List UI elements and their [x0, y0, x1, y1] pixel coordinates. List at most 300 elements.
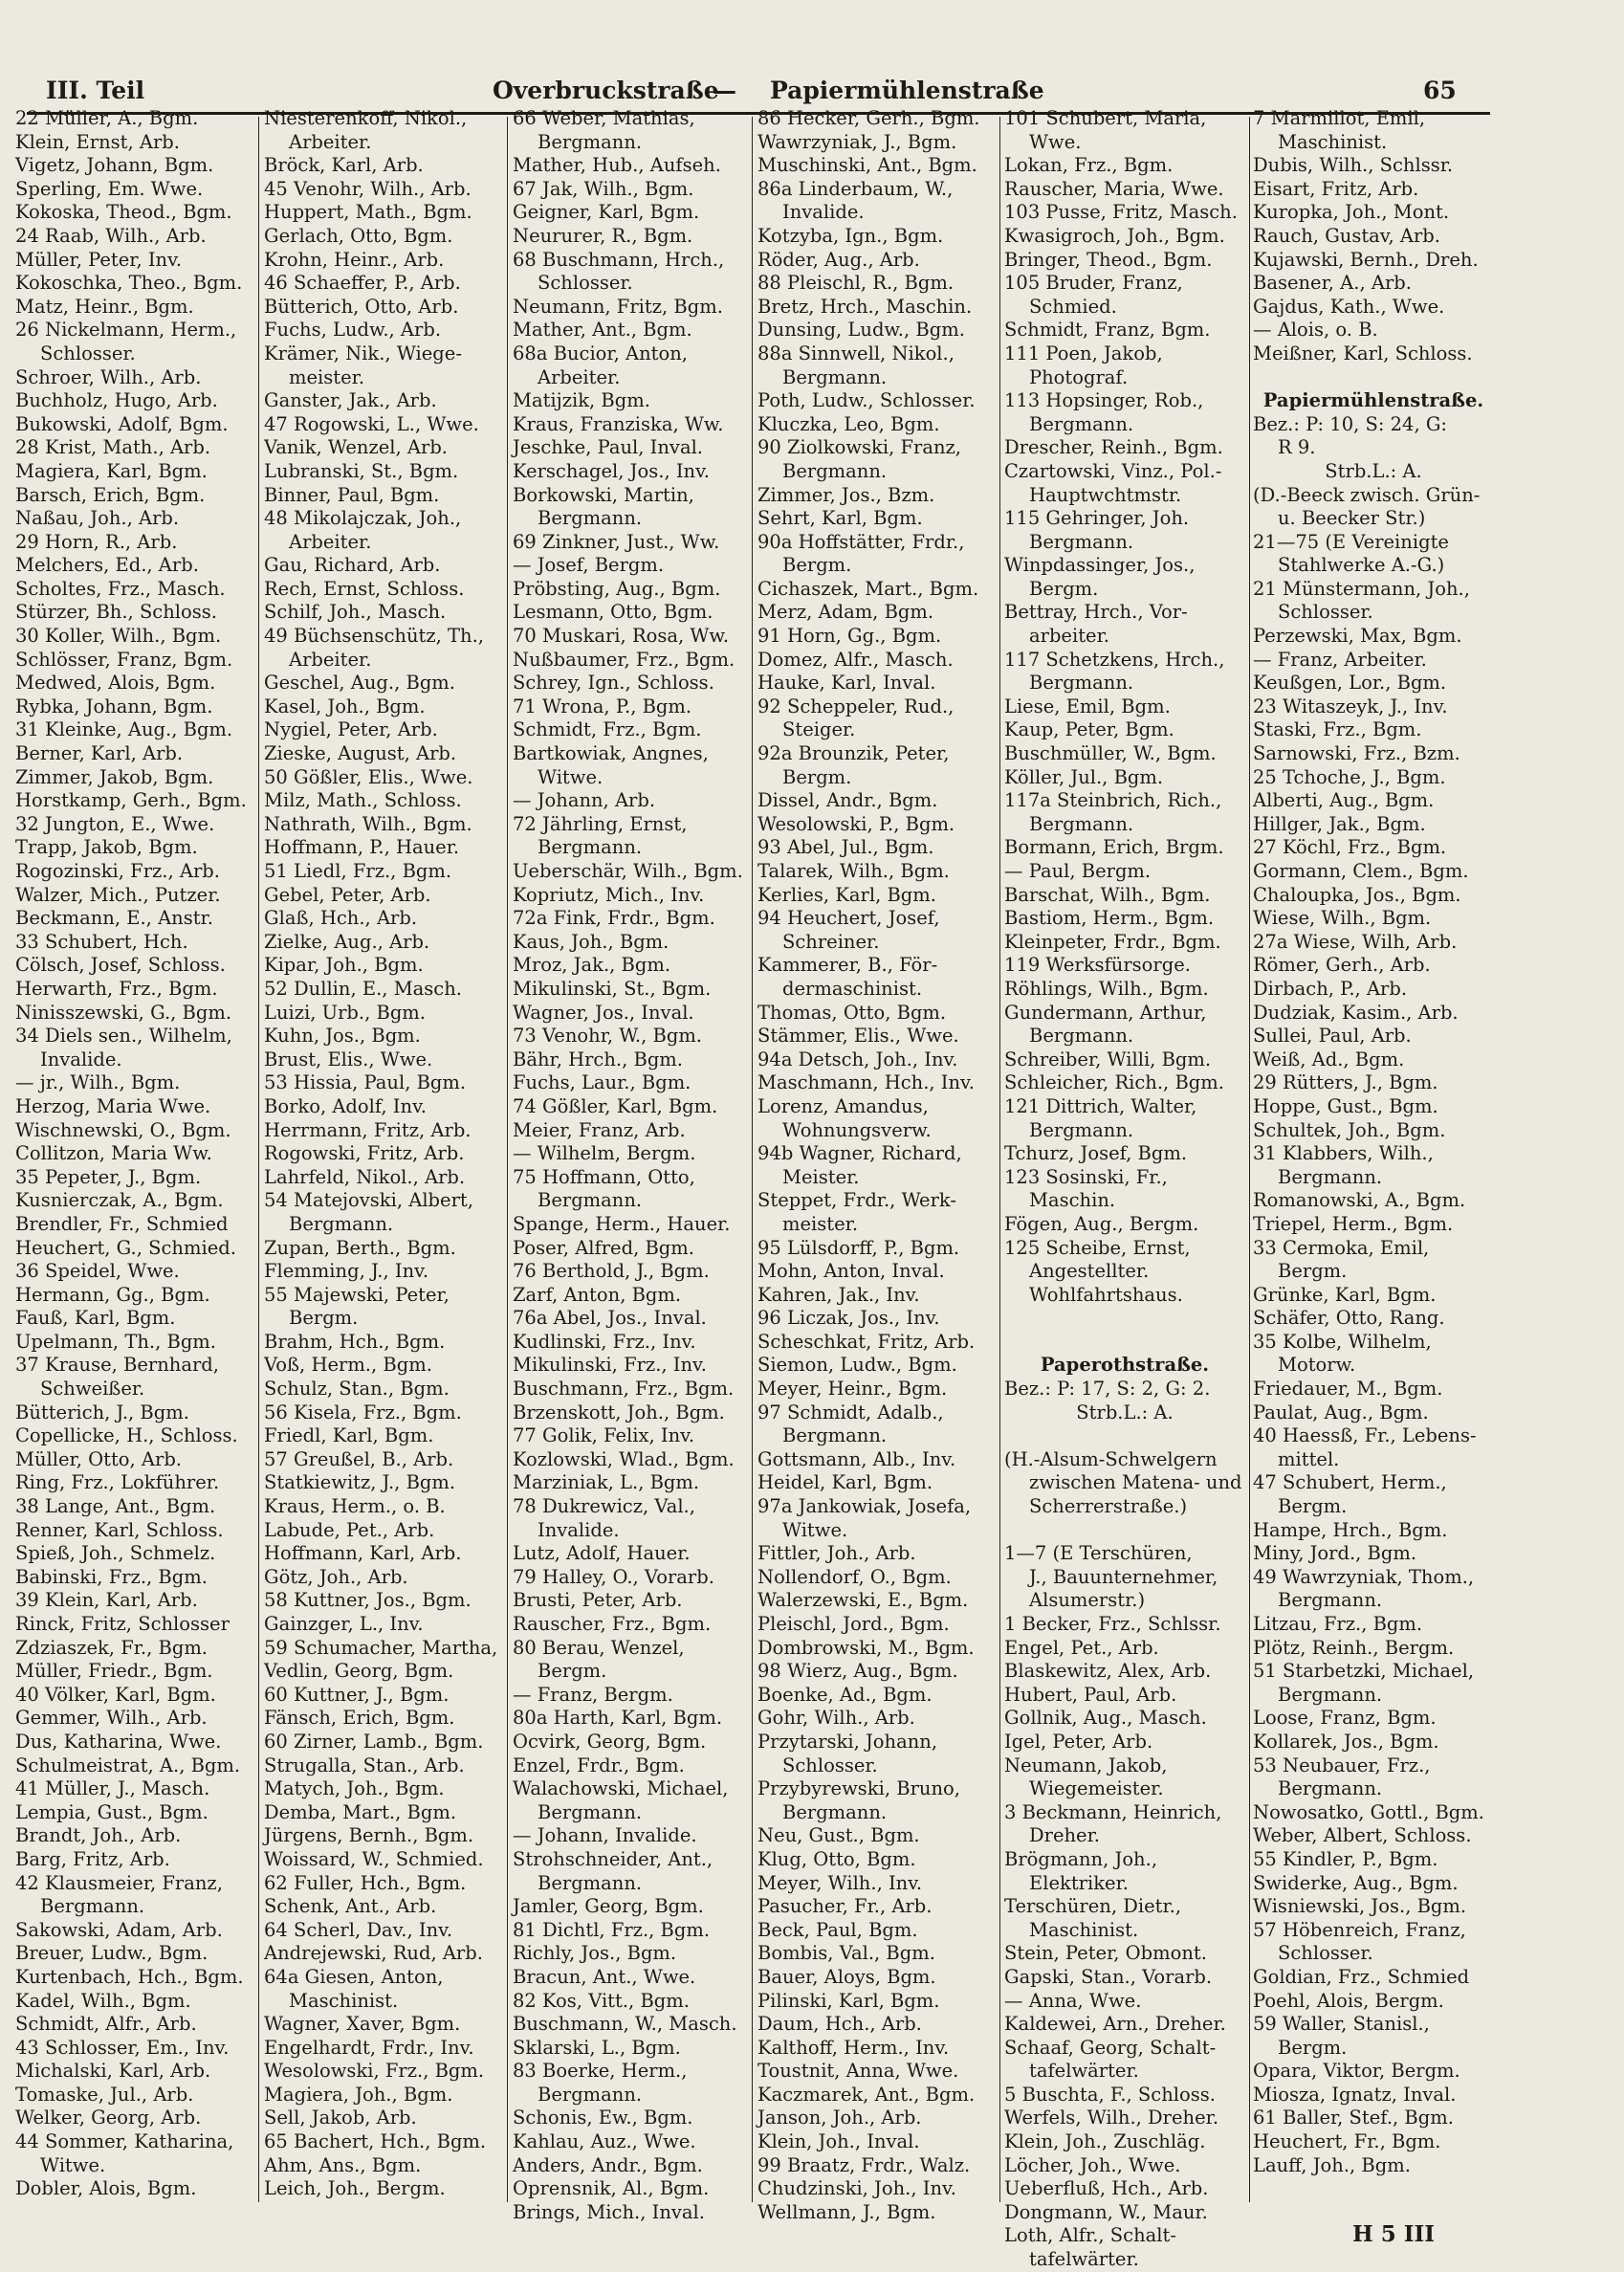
directory-entry: Bracun, Ant., Wwe. [513, 1965, 696, 1988]
directory-entry: Meißner, Karl, Schloss. [1253, 342, 1473, 364]
directory-entry: Rinck, Fritz, Schlosser [15, 1613, 230, 1635]
spacer [1004, 1331, 1245, 1355]
entry-continuation: Maschin. [1029, 1189, 1116, 1212]
directory-entry: Bukowski, Adolf, Bgm. [15, 412, 229, 435]
directory-entry: Milz, Math., Schloss. [264, 789, 462, 812]
directory-entry: Trapp, Jakob, Bgm. [15, 836, 198, 859]
directory-entry: Schultek, Joh., Bgm. [1253, 1118, 1446, 1141]
directory-entry: Oprensnik, Al., Bgm. [513, 2177, 710, 2200]
directory-entry: Herrmann, Fritz, Arb. [264, 1118, 472, 1141]
directory-entry: 35 Kolbe, Wilhelm, [1253, 1330, 1432, 1353]
directory-entry: Huppert, Math., Bgm. [264, 201, 472, 224]
directory-entry: Vanik, Wenzel, Arb. [264, 436, 449, 459]
directory-entry: Goldian, Frz., Schmied [1253, 1965, 1470, 1988]
directory-entry: Klein, Joh., Inval. [757, 2130, 920, 2153]
directory-entry: 42 Klausmeier, Franz, [15, 1871, 223, 1894]
directory-entry: Poehl, Alois, Bergm. [1253, 1989, 1444, 2012]
directory-entry: Miosza, Ignatz, Inval. [1253, 2083, 1457, 2106]
directory-entry: Kerlies, Karl, Bgm. [757, 883, 936, 906]
directory-entry: 32 Jungton, E., Wwe. [15, 812, 215, 835]
directory-entry: 51 Liedl, Frz., Bgm. [264, 860, 452, 882]
directory-entry: Kurtenbach, Hch., Bgm. [15, 1965, 244, 1988]
directory-entry: Swiderke, Aug., Bgm. [1253, 1871, 1459, 1894]
entry-continuation: Bergmann. [1029, 1025, 1134, 1048]
entry-continuation: arbeiter. [1029, 625, 1109, 648]
directory-entry: 40 Haessß, Fr., Lebens- [1253, 1424, 1477, 1447]
directory-entry: Gundermann, Arthur, [1004, 1001, 1207, 1024]
directory-entry: Marziniak, L., Bgm. [513, 1471, 700, 1494]
directory-entry: Horstkamp, Gerh., Bgm. [15, 789, 247, 812]
directory-entry: Dissel, Andr., Bgm. [757, 789, 938, 812]
directory-entry: 1 Becker, Frz., Schlssr. [1004, 1613, 1221, 1635]
directory-entry: 46 Schaeffer, P., Arb. [264, 272, 461, 295]
directory-entry: Vigetz, Johann, Bgm. [15, 154, 214, 177]
directory-entry: Meyer, Heinr., Bgm. [757, 1378, 948, 1401]
directory-entry: 105 Bruder, Franz, [1004, 272, 1183, 295]
directory-entry: Heuchert, G., Schmied. [15, 1236, 236, 1259]
entry-continuation: Bergm. [538, 1660, 607, 1683]
entry-continuation: Bergmann. [538, 1871, 643, 1894]
directory-entry: 23 Witaszeyk, J., Inv. [1253, 695, 1448, 717]
directory-entry: Tomaske, Jul., Arb. [15, 2083, 194, 2106]
entry-continuation: Bergm. [782, 765, 852, 788]
entry-continuation: Angestellter. [1029, 1260, 1150, 1283]
entry-continuation: tafelwärter. [1029, 2060, 1139, 2083]
directory-entry: Bauer, Aloys, Bgm. [757, 1965, 936, 1988]
directory-entry: Thomas, Otto, Bgm. [757, 1001, 947, 1024]
directory-entry: Schaaf, Georg, Schalt- [1004, 2036, 1217, 2059]
directory-entry: Flemming, J., Inv. [264, 1260, 429, 1283]
directory-entry: Stein, Peter, Obmont. [1004, 1942, 1207, 1965]
directory-entry: Blaskewitz, Alex, Arb. [1004, 1660, 1212, 1683]
directory-entry: 86 Hecker, Gerh., Bgm. [757, 107, 980, 129]
directory-entry: 90 Ziolkowski, Franz, [757, 436, 961, 459]
directory-entry: Lahrfeld, Nikol., Arb. [264, 1165, 466, 1188]
directory-entry: Romanowski, A., Bgm. [1253, 1189, 1466, 1212]
directory-entry: Ueberfluß, Hch., Arb. [1004, 2177, 1209, 2200]
directory-entry: Poser, Alfred, Bgm. [513, 1236, 694, 1259]
directory-entry: 36 Speidel, Wwe. [15, 1260, 180, 1283]
directory-entry: 68a Bucior, Anton, [513, 342, 688, 364]
directory-entry: 77 Golik, Felix, Inv. [513, 1424, 695, 1447]
entry-continuation: Bergmann. [782, 365, 888, 388]
directory-entry: Luizi, Urb., Bgm. [264, 1001, 426, 1024]
directory-entry: 121 Dittrich, Walter, [1004, 1094, 1197, 1117]
directory-entry: Schenk, Ant., Arb. [264, 1895, 437, 1918]
directory-entry: Ninisszewski, G., Bgm. [15, 1001, 232, 1024]
entry-continuation: Bergm. [1278, 1260, 1348, 1283]
directory-entry: Gottsmann, Alb., Inv. [757, 1447, 956, 1470]
directory-entry: 21—75 (E Vereinigte [1253, 530, 1449, 553]
directory-entry: Müller, Peter, Inv. [15, 248, 183, 271]
directory-entry: Kaczmarek, Ant., Bgm. [757, 2083, 976, 2106]
entry-continuation: Bergm. [1029, 577, 1099, 600]
entry-continuation: Motorw. [1278, 1354, 1356, 1377]
entry-continuation: meister. [782, 1212, 859, 1235]
directory-entry: Gohr, Wilh., Arb. [757, 1707, 915, 1730]
directory-entry: Berner, Karl, Arb. [15, 742, 184, 765]
directory-entry: Bartkowiak, Angnes, [513, 742, 709, 765]
directory-entry: Brings, Mich., Inval. [513, 2200, 705, 2223]
directory-entry: 53 Hissia, Paul, Bgm. [264, 1071, 467, 1094]
directory-entry: 97 Schmidt, Adalb., [757, 1401, 944, 1423]
directory-entry: Schroer, Wilh., Arb. [15, 365, 202, 388]
directory-entry: Kahlau, Auz., Wwe. [513, 2130, 696, 2153]
directory-entry: Beck, Paul, Bgm. [757, 1918, 918, 1941]
directory-entry: Chudzinski, Joh., Inv. [757, 2177, 956, 2200]
directory-entry: Lubranski, St., Bgm. [264, 459, 459, 482]
directory-entry: 31 Kleinke, Aug., Bgm. [15, 718, 233, 741]
directory-entry: 117 Schetzkens, Hrch., [1004, 648, 1225, 671]
directory-entry: Neu, Gust., Bgm. [757, 1824, 920, 1847]
directory-entry: 56 Kisela, Frz., Bgm. [264, 1401, 462, 1423]
directory-entry: Lempia, Gust., Bgm. [15, 1800, 208, 1823]
directory-entry: 39 Klein, Karl, Arb. [15, 1589, 198, 1612]
directory-entry: 99 Braatz, Frdr., Walz. [757, 2153, 971, 2176]
directory-entry: Vedlin, Georg, Bgm. [264, 1660, 454, 1683]
directory-entry: 49 Wawrzyniak, Thom., [1253, 1565, 1475, 1588]
directory-entry: 70 Muskari, Rosa, Ww. [513, 625, 730, 648]
entry-continuation: Maschinist. [1029, 1918, 1139, 1941]
directory-entry: 54 Matejovski, Albert, [264, 1189, 473, 1212]
directory-entry: Glaß, Hch., Arb. [264, 907, 418, 930]
directory-entry: (D.-Beeck zwisch. Grün- [1253, 483, 1481, 506]
directory-entry: Gemmer, Wilh., Arb. [15, 1707, 208, 1730]
directory-entry: Kujawski, Bernh., Dreh. [1253, 248, 1479, 271]
directory-entry: Lokan, Frz., Bgm. [1004, 154, 1174, 177]
directory-entry: Przybyrewski, Bruno, [757, 1777, 960, 1800]
directory-entry: Maschmann, Hch., Inv. [757, 1071, 975, 1094]
directory-entry: Schulmeistrat, A., Bgm. [15, 1754, 241, 1776]
directory-entry: Pleischl, Jord., Bgm. [757, 1613, 950, 1635]
directory-entry: 41 Müller, J., Masch. [15, 1777, 210, 1800]
directory-entry: 117a Steinbrich, Rich., [1004, 789, 1222, 812]
directory-entry: Beckmann, E., Anstr. [15, 907, 213, 930]
directory-entry: 61 Baller, Stef., Bgm. [1253, 2107, 1454, 2129]
directory-entry: Boenke, Ad., Bgm. [757, 1683, 933, 1706]
directory-entry: 74 Gößler, Karl, Bgm. [513, 1094, 718, 1117]
directory-entry: Lutz, Adolf, Hauer. [513, 1542, 691, 1565]
directory-entry: Gainzger, L., Inv. [264, 1613, 424, 1635]
directory-entry: Kokoschka, Theo., Bgm. [15, 272, 243, 295]
directory-entry: Kusnierczak, A., Bgm. [15, 1189, 224, 1212]
directory-entry: 96 Liczak, Jos., Inv. [757, 1307, 940, 1330]
entry-continuation: Witwe. [782, 1518, 848, 1541]
directory-entry: Loth, Alfr., Schalt- [1004, 2224, 1176, 2247]
directory-entry: 52 Dullin, E., Masch. [264, 977, 462, 1000]
directory-entry: Mather, Ant., Bgm. [513, 319, 692, 342]
directory-entry: Neumann, Jakob, [1004, 1754, 1168, 1776]
directory-entry: Röhlings, Wilh., Bgm. [1004, 977, 1209, 1000]
directory-entry: Gollnik, Aug., Masch. [1004, 1707, 1207, 1730]
directory-entry: Geschel, Aug., Bgm. [264, 672, 455, 695]
directory-entry: Hoppe, Gust., Bgm. [1253, 1094, 1438, 1117]
entry-continuation: Bergmann. [1278, 1683, 1383, 1706]
entry-continuation: Bergmann. [1029, 412, 1134, 435]
directory-entry: Bez.: P: 17, S: 2, G: 2. [1004, 1378, 1211, 1401]
directory-entry: 64a Giesen, Anton, [264, 1965, 444, 1988]
directory-entry: Engel, Pet., Arb. [1004, 1636, 1159, 1659]
directory-entry: Kuhn, Jos., Bgm. [264, 1025, 421, 1048]
directory-entry: Röder, Aug., Arb. [757, 248, 920, 271]
directory-entry: Kahren, Jak., Inv. [757, 1283, 920, 1306]
directory-entry: Matz, Heinr., Bgm. [15, 295, 194, 318]
directory-entry: Dus, Katharina, Wwe. [15, 1730, 222, 1753]
directory-entry: 115 Gehringer, Joh. [1004, 507, 1190, 530]
directory-entry: 30 Koller, Wilh., Bgm. [15, 625, 222, 648]
directory-entry: Merz, Adam, Bgm. [757, 601, 934, 624]
directory-entry: Sell, Jakob, Arb. [264, 2107, 417, 2129]
directory-entry: Krohn, Heinr., Arb. [264, 248, 445, 271]
directory-entry: Kaldewei, Arn., Dreher. [1004, 2013, 1226, 2036]
directory-entry: 24 Raab, Wilh., Arb. [15, 224, 207, 247]
directory-entry: 22 Müller, A., Bgm. [15, 107, 199, 129]
directory-entry: Neururer, R., Bgm. [513, 224, 693, 247]
directory-entry: Niesterenkoff, Nikol., [264, 107, 468, 129]
directory-entry: 27 Köchl, Frz., Bgm. [1253, 836, 1447, 859]
directory-entry: Kaus, Joh., Bgm. [513, 930, 669, 953]
directory-entry: Kwasigroch, Joh., Bgm. [1004, 224, 1225, 247]
directory-entry: 86a Linderbaum, W., [757, 177, 954, 200]
directory-entry: Pröbsting, Aug., Bgm. [513, 577, 721, 600]
entry-continuation: Scherrerstraße.) [1029, 1495, 1188, 1518]
directory-entry: Barschat, Wilh., Bgm. [1004, 883, 1211, 906]
directory-entry: Nathrath, Wilh., Bgm. [264, 812, 472, 835]
directory-entry: 80 Berau, Wenzel, [513, 1636, 685, 1659]
column-divider [258, 117, 259, 2202]
footer-signature: H 5 III [1351, 2221, 1435, 2247]
directory-entry: Weiß, Ad., Bgm. [1253, 1048, 1405, 1070]
directory-entry: Brendler, Fr., Schmied [15, 1212, 229, 1235]
directory-entry: Kokoska, Theod., Bgm. [15, 201, 232, 224]
directory-entry: 28 Krist, Math., Arb. [15, 436, 211, 459]
entry-continuation: Bergm. [1278, 1495, 1348, 1518]
street-range-end: Papiermühlenstraße [770, 77, 1044, 104]
directory-entry: Sarnowski, Frz., Bzm. [1253, 742, 1460, 765]
directory-entry: 92a Brounzik, Peter, [757, 742, 950, 765]
directory-entry: Pasucher, Fr., Arb. [757, 1895, 933, 1918]
directory-entry: Schrey, Ign., Schloss. [513, 672, 714, 695]
directory-entry: Fänsch, Erich, Bgm. [264, 1707, 455, 1730]
directory-entry: Meier, Franz, Arb. [513, 1118, 686, 1141]
directory-entry: 83 Boerke, Herm., [513, 2060, 688, 2083]
directory-entry: Kraus, Franziska, Ww. [513, 412, 724, 435]
directory-entry: Mroz, Jak., Bgm. [513, 954, 671, 977]
directory-entry: Rogozinski, Frz., Arb. [15, 860, 220, 882]
entry-continuation: Bergmann. [1278, 1165, 1383, 1188]
directory-entry: Hoffmann, P., Hauer. [264, 836, 460, 859]
directory-entry: Kammerer, B., För- [757, 954, 938, 977]
directory-entry: Schlösser, Franz, Bgm. [15, 648, 233, 671]
entry-continuation: Maschinist. [1278, 130, 1388, 153]
entry-continuation: J., Bauunternehmer, [1029, 1565, 1218, 1588]
directory-entry: (H.-Alsum-Schwelgern [1004, 1447, 1218, 1470]
directory-entry: Ring, Frz., Lokführer. [15, 1471, 220, 1494]
directory-entry: 125 Scheibe, Ernst, [1004, 1236, 1191, 1259]
directory-entry: Bröck, Karl, Arb. [264, 154, 424, 177]
directory-entry: 76 Berthold, J., Bgm. [513, 1260, 710, 1283]
directory-entry: Bettray, Hrch., Vor- [1004, 601, 1188, 624]
directory-entry: Talarek, Wilh., Bgm. [757, 860, 950, 882]
column-3 [513, 107, 750, 2223]
directory-entry: Hampe, Hrch., Bgm. [1253, 1518, 1448, 1541]
entry-continuation: Photograf. [1029, 365, 1129, 388]
directory-entry: Breuer, Ludw., Bgm. [15, 1942, 208, 1965]
directory-entry: 64 Scherl, Dav., Inv. [264, 1918, 453, 1941]
directory-entry: Mikulinski, Frz., Inv. [513, 1354, 707, 1377]
directory-entry: Schmidt, Frz., Bgm. [513, 718, 702, 741]
directory-entry: Kuropka, Joh., Mont. [1253, 201, 1450, 224]
directory-entry: Jamler, Georg, Bgm. [513, 1895, 704, 1918]
directory-entry: Perzewski, Max, Bgm. [1253, 625, 1462, 648]
entry-continuation: Bergm. [782, 554, 852, 577]
directory-entry: — Franz, Bergm. [513, 1683, 673, 1706]
directory-entry: 88a Sinnwell, Nikol., [757, 342, 955, 364]
directory-entry: Buchholz, Hugo, Arb. [15, 389, 218, 412]
directory-entry: Bez.: P: 10, S: 24, G: [1253, 412, 1447, 435]
directory-entry: 37 Krause, Bernhard, [15, 1354, 219, 1377]
directory-entry: Daum, Hch., Arb. [757, 2013, 922, 2036]
directory-entry: Schmidt, Alfr., Arb. [15, 2013, 197, 2036]
directory-entry: 101 Schubert, Maria, [1004, 107, 1207, 129]
directory-entry: — Alois, o. B. [1253, 319, 1378, 342]
column-6 [1253, 107, 1494, 2212]
directory-entry: Siemon, Ludw., Bgm. [757, 1354, 957, 1377]
directory-entry: 45 Venohr, Wilh., Arb. [264, 177, 472, 200]
directory-entry: 26 Nickelmann, Herm., [15, 319, 237, 342]
directory-entry: Hauke, Karl, Inval. [757, 672, 936, 695]
directory-entry: Fauß, Karl, Bgm. [15, 1307, 176, 1330]
directory-entry: Kopriutz, Mich., Inv. [513, 883, 705, 906]
directory-entry: Domez, Alfr., Masch. [757, 648, 954, 671]
directory-entry: Werfels, Wilh., Dreher. [1004, 2107, 1219, 2129]
street-heading: Paperothstraße. [1040, 1354, 1210, 1377]
directory-entry: — Johann, Arb. [513, 789, 656, 812]
directory-entry: 27a Wiese, Wilh, Arb. [1253, 930, 1458, 953]
directory-entry: 62 Fuller, Hch., Bgm. [264, 1871, 467, 1894]
directory-entry: Müller, Otto, Arb. [15, 1447, 182, 1470]
entry-continuation: Witwe. [40, 2153, 106, 2176]
entry-continuation: Bergmann. [782, 459, 888, 482]
directory-entry: Keußgen, Lor., Bgm. [1253, 672, 1447, 695]
directory-entry: 72 Jährling, Ernst, [513, 812, 688, 835]
directory-entry: Rogowski, Fritz, Arb. [264, 1142, 465, 1165]
entry-continuation: Bergmann. [1278, 1589, 1383, 1612]
directory-entry: 49 Büchsenschütz, Th., [264, 625, 485, 648]
directory-entry: Przytarski, Johann, [757, 1730, 938, 1753]
page-header [0, 0, 1624, 110]
directory-entry: Zarf, Anton, Bgm. [513, 1283, 682, 1306]
directory-entry: Bähr, Hrch., Bgm. [513, 1048, 683, 1070]
directory-entry: Rauscher, Frz., Bgm. [513, 1613, 712, 1635]
directory-entry: Hermann, Gg., Bgm. [15, 1283, 210, 1306]
directory-entry: Rauscher, Maria, Wwe. [1004, 177, 1224, 200]
directory-entry: Engelhardt, Frdr., Inv. [264, 2036, 474, 2059]
entry-continuation: Wohlfahrtshaus. [1029, 1283, 1183, 1306]
directory-entry: — Paul, Bergm. [1004, 860, 1152, 882]
directory-entry: Wisniewski, Jos., Bgm. [1253, 1895, 1467, 1918]
directory-entry: Jürgens, Bernh., Bgm. [264, 1824, 474, 1847]
directory-entry: 91 Horn, Gg., Bgm. [757, 625, 942, 648]
directory-entry: Dirbach, P., Arb. [1253, 977, 1408, 1000]
directory-entry: Kalthoff, Herm., Inv. [757, 2036, 950, 2059]
directory-entry: Schleicher, Rich., Bgm. [1004, 1071, 1224, 1094]
entry-continuation: Dreher. [1029, 1824, 1100, 1847]
directory-entry: 33 Cermoka, Emil, [1253, 1236, 1430, 1259]
directory-entry: Wellmann, J., Bgm. [757, 2200, 936, 2223]
spacer [1004, 1519, 1245, 1543]
directory-entry: 98 Wierz, Aug., Bgm. [757, 1660, 958, 1683]
directory-entry: Bütterich, J., Bgm. [15, 1401, 189, 1423]
directory-entry: Rybka, Johann, Bgm. [15, 695, 213, 717]
directory-entry: Schonis, Ew., Bgm. [513, 2107, 693, 2129]
directory-entry: 47 Rogowski, L., Wwe. [264, 412, 479, 435]
directory-entry: 43 Schlosser, Em., Inv. [15, 2036, 230, 2059]
directory-entry: Paulat, Aug., Bgm. [1253, 1401, 1429, 1423]
entry-continuation: Hauptwchtmstr. [1029, 483, 1182, 506]
directory-entry: Ueberschär, Wilh., Bgm. [513, 860, 743, 882]
directory-entry: Brzenskott, Joh., Bgm. [513, 1401, 725, 1423]
entry-continuation: Arbeiter. [289, 530, 372, 553]
directory-entry: Upelmann, Th., Bgm. [15, 1330, 216, 1353]
directory-entry: Jeschke, Paul, Inval. [513, 436, 703, 459]
spacer [1004, 1424, 1245, 1448]
directory-entry: Gebel, Peter, Arb. [264, 883, 431, 906]
entry-continuation: mittel. [1278, 1447, 1340, 1470]
directory-entry: 59 Schumacher, Martha, [264, 1636, 498, 1659]
directory-entry: Scholtes, Frz., Masch. [15, 577, 226, 600]
directory-entry: Spieß, Joh., Schmelz. [15, 1542, 216, 1565]
directory-entry: Mather, Hub., Aufseh. [513, 154, 721, 177]
directory-entry: Babinski, Frz., Bgm. [15, 1565, 208, 1588]
directory-entry: Schulz, Stan., Bgm. [264, 1378, 450, 1401]
directory-entry: Bastiom, Herm., Bgm. [1004, 907, 1215, 930]
directory-entry: 1—7 (E Terschüren, [1004, 1542, 1193, 1565]
directory-entry: Herzog, Maria Wwe. [15, 1094, 211, 1117]
directory-entry: Weber, Albert, Schloss. [1253, 1824, 1472, 1847]
directory-entry: Nollendorf, O., Bgm. [757, 1565, 952, 1588]
entry-continuation: Wohnungsverw. [782, 1118, 932, 1141]
directory-entry: Buschmann, W., Masch. [513, 2013, 737, 2036]
directory-entry: Wiese, Wilh., Bgm. [1253, 907, 1432, 930]
directory-entry: 80a Harth, Karl, Bgm. [513, 1707, 723, 1730]
directory-entry: Klein, Ernst, Arb. [15, 130, 180, 153]
directory-entry: Borko, Adolf, Inv. [264, 1094, 427, 1117]
directory-entry: Strugalla, Stan., Arb. [264, 1754, 465, 1776]
directory-entry: Janson, Joh., Arb. [757, 2107, 922, 2129]
directory-entry: Leich, Joh., Bergm. [264, 2177, 446, 2200]
directory-entry: 72a Fink, Frdr., Bgm. [513, 907, 715, 930]
directory-entry: 81 Dichtl, Frz., Bgm. [513, 1918, 711, 1941]
directory-entry: Brust, Elis., Wwe. [264, 1048, 433, 1070]
directory-entry: Zielke, Aug., Arb. [264, 930, 430, 953]
directory-entry: Muschinski, Ant., Bgm. [757, 154, 977, 177]
directory-entry: Basener, A., Arb. [1253, 272, 1412, 295]
entry-continuation: Bergmann. [1029, 530, 1134, 553]
directory-entry: Sklarski, L., Bgm. [513, 2036, 681, 2059]
directory-entry: 7 Marmillot, Emil, [1253, 107, 1426, 129]
directory-entry: Fittler, Joh., Arb. [757, 1542, 916, 1565]
entry-continuation: Schmied. [1029, 295, 1117, 318]
directory-entry: Wawrzyniak, J., Bgm. [757, 130, 957, 153]
directory-entry: Buschmann, Frz., Bgm. [513, 1378, 735, 1401]
page-number: 65 [1423, 77, 1457, 104]
directory-entry: Ahm, Ans., Bgm. [264, 2153, 422, 2176]
directory-entry: Zimmer, Jos., Bzm. [757, 483, 935, 506]
directory-entry: Fuchs, Ludw., Arb. [264, 319, 442, 342]
directory-entry: Sakowski, Adam, Arb. [15, 1918, 223, 1941]
entry-continuation: Bergm. [1278, 2036, 1348, 2059]
